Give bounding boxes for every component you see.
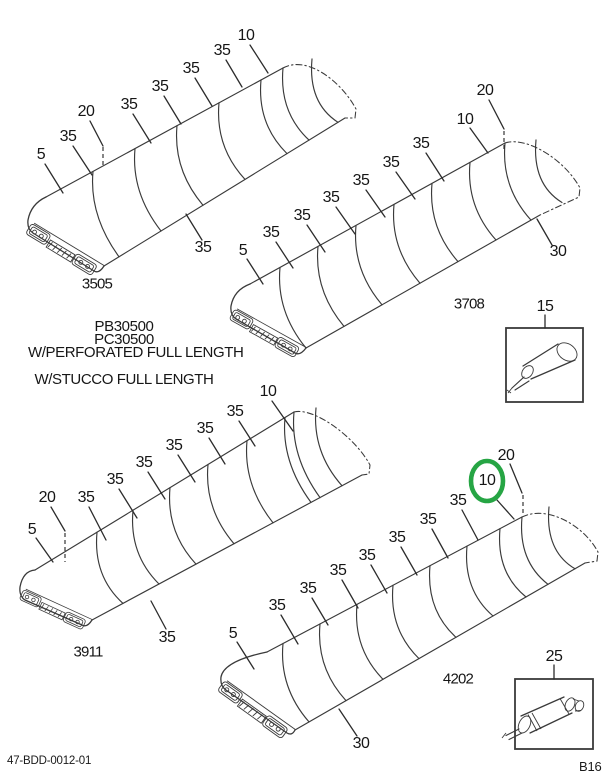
callout-5: 5	[36, 146, 46, 163]
callout-35: 35	[77, 489, 95, 506]
callout-35: 35	[135, 454, 153, 471]
part-number-3708: 3708	[453, 295, 485, 313]
callout-35: 35	[388, 529, 406, 546]
callout-35: 35	[158, 629, 176, 646]
callout-35: 35	[213, 42, 231, 59]
callout-35: 35	[120, 96, 138, 113]
callout-35: 35	[352, 172, 370, 189]
callout-20: 20	[77, 103, 95, 120]
callout-35: 35	[382, 154, 400, 171]
part-number-3505: 3505	[81, 275, 113, 293]
callout-35: 35	[299, 580, 317, 597]
note-part-code: PC30500	[94, 331, 154, 348]
callout-35: 35	[322, 189, 340, 206]
part-number-3911: 3911	[73, 643, 103, 661]
callout-35: 35	[268, 597, 286, 614]
callout-35: 35	[165, 437, 183, 454]
callout-35: 35	[151, 78, 169, 95]
callout-35: 35	[329, 562, 347, 579]
page-code: B16	[579, 759, 602, 774]
callout-35: 35	[358, 547, 376, 564]
callout-35: 35	[196, 420, 214, 437]
drawing-number: 47-BDD-0012-01	[7, 755, 92, 767]
callout-25: 25	[545, 648, 563, 665]
callout-5: 5	[27, 521, 37, 538]
callout-20: 20	[497, 447, 515, 464]
callout-10: 10	[259, 383, 277, 400]
callout-35: 35	[262, 224, 280, 241]
callout-35: 35	[449, 492, 467, 509]
callout-30: 30	[352, 735, 370, 752]
callout-10-highlighted[interactable]: 10	[478, 472, 496, 489]
callout-35: 35	[293, 207, 311, 224]
note-part-code: PB30500	[94, 318, 154, 335]
callout-5: 5	[238, 242, 248, 259]
part-number-4202: 4202	[442, 670, 474, 688]
callout-35: 35	[419, 511, 437, 528]
callout-15: 15	[536, 298, 554, 315]
callout-20: 20	[38, 489, 56, 506]
callout-10: 10	[237, 27, 255, 44]
callout-35: 35	[182, 60, 200, 77]
callout-5: 5	[228, 625, 238, 642]
note-stucco: W/STUCCO FULL LENGTH	[34, 371, 214, 388]
callout-35: 35	[412, 135, 430, 152]
callout-35: 35	[226, 403, 244, 420]
callout-35: 35	[106, 471, 124, 488]
callout-35: 35	[59, 128, 77, 145]
callout-20: 20	[476, 82, 494, 99]
callout-30: 30	[549, 243, 567, 260]
callout-35: 35	[194, 239, 212, 256]
note-perforated: W/PERFORATED FULL LENGTH	[28, 344, 244, 361]
callout-10: 10	[456, 111, 474, 128]
